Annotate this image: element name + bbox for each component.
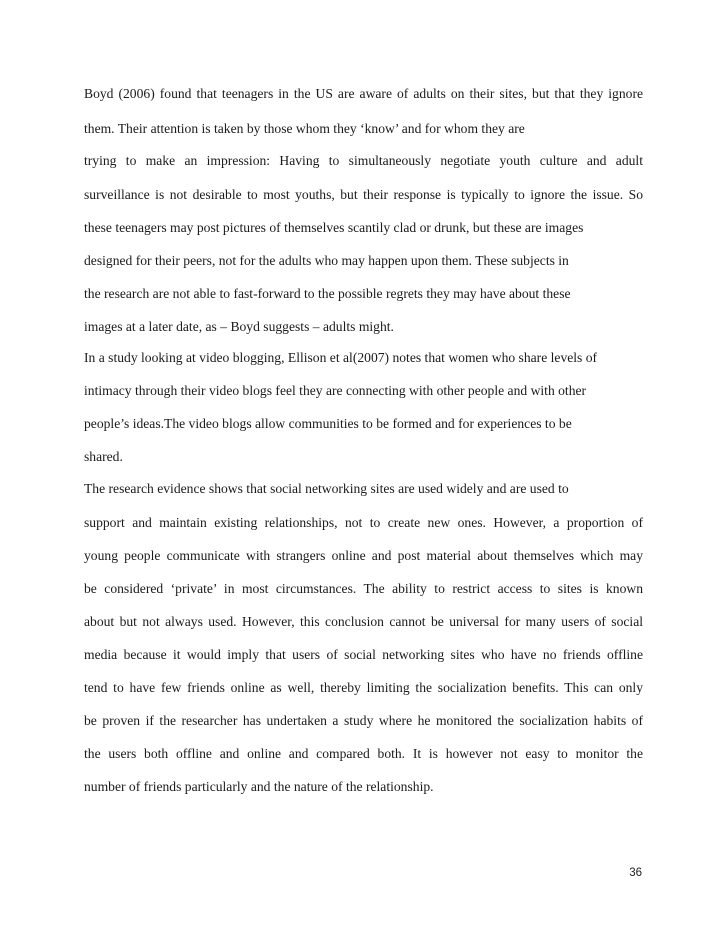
text-line: media because it would imply that users of social networking sites who have no friends offline	[84, 647, 643, 662]
text-line: tend to have few friends online as well, thereby limiting the socialization benefits. This can only	[84, 680, 643, 695]
text-line: In a study looking at video blogging, Ellison et al(2007) notes that women who share levels of	[84, 350, 598, 365]
text-line: surveillance is not desirable to most youths, but their response is typically to ignore the issue. So	[84, 187, 643, 202]
page-number: 36	[629, 867, 642, 879]
text-line: shared.	[84, 449, 123, 464]
text-line: them. Their attention is taken by those whom they ‘know’ and for whom they are	[84, 121, 525, 136]
text-line: number of friends particularly and the nature of the relationship.	[84, 779, 434, 794]
text-line: Boyd (2006) found that teenagers in the US are aware of adults on their sites, but that they ignore	[84, 86, 643, 101]
text-line: the users both offline and online and compared both. It is however not easy to monitor the	[84, 746, 643, 761]
text-line: be considered ‘private’ in most circumstances. The ability to restrict access to sites is known	[84, 581, 643, 596]
text-line: young people communicate with strangers online and post material about themselves which may	[84, 548, 643, 563]
text-line: these teenagers may post pictures of themselves scantily clad or drunk, but these are images	[84, 220, 584, 235]
text-line: be proven if the researcher has undertaken a study where he monitored the socialization habits of	[84, 713, 643, 728]
text-line: people’s ideas.The video blogs allow communities to be formed and for experiences to be	[84, 416, 572, 431]
text-line: images at a later date, as – Boyd suggests – adults might.	[84, 319, 394, 334]
text-line: support and maintain existing relationships, not to create new ones. However, a proportion of	[84, 515, 643, 530]
text-line: trying to make an impression: Having to simultaneously negotiate youth culture and adult	[84, 153, 643, 168]
text-line: the research are not able to fast-forward to the possible regrets they may have about these	[84, 286, 571, 301]
text-line: about but not always used. However, this conclusion cannot be universal for many users of social	[84, 614, 643, 629]
text-line: The research evidence shows that social networking sites are used widely and are used to	[84, 481, 569, 496]
text-line: intimacy through their video blogs feel they are connecting with other people and with other	[84, 383, 587, 398]
text-line: designed for their peers, not for the adults who may happen upon them. These subjects in	[84, 253, 569, 268]
